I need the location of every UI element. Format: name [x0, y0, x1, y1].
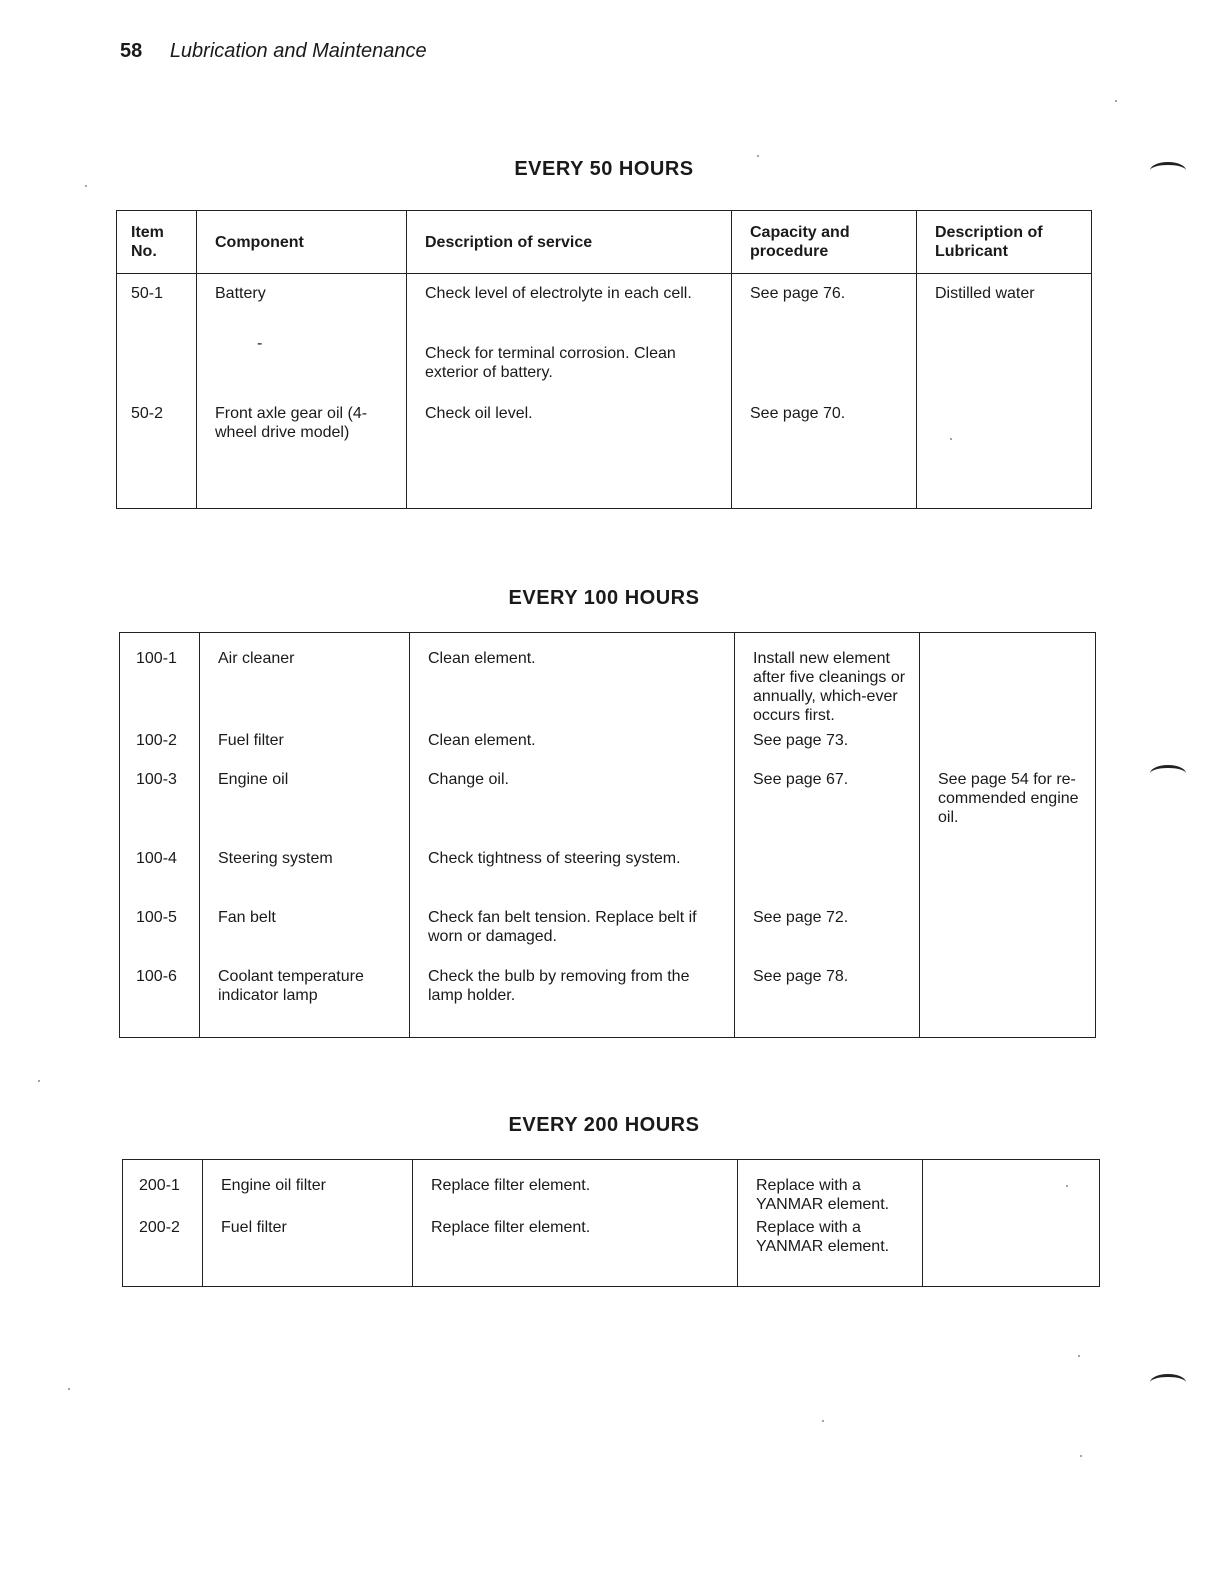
component-cell: - [197, 334, 407, 392]
capacity-cell: See page 67. [735, 770, 920, 849]
table-row [120, 731, 1096, 770]
component-cell: Battery [197, 274, 407, 334]
lubricant-cell [923, 1160, 1100, 1218]
description-cell: Check the bulb by removing from the lamp holder. [410, 967, 735, 1038]
item-number [117, 334, 197, 392]
capacity-cell [732, 334, 917, 392]
table-row [120, 967, 1096, 1038]
table-100-hours [119, 632, 1096, 1038]
item-number: 50-2 [117, 392, 197, 509]
item-number: 100-3 [120, 770, 200, 849]
lubricant-cell [917, 392, 1092, 509]
lubricant-cell [920, 633, 1096, 731]
lubricant-cell: See page 54 for re-commended engine oil. [920, 770, 1096, 849]
scan-speck [1066, 1185, 1068, 1187]
item-number: 200-1 [123, 1160, 203, 1218]
table-row [120, 908, 1096, 967]
header-lubricant: Description of Lubricant [917, 211, 1092, 274]
scan-speck [68, 1388, 70, 1390]
description-cell: Check fan belt tension. Replace belt if worn or damaged. [410, 908, 735, 967]
item-number: 50-1 [117, 274, 197, 334]
binder-ring-mark [1150, 1374, 1186, 1391]
table-row [120, 849, 1096, 908]
description-cell: Change oil. [410, 770, 735, 849]
table-row [120, 770, 1096, 849]
lubricant-cell [920, 731, 1096, 770]
scan-speck [757, 155, 759, 157]
capacity-cell: See page 78. [735, 967, 920, 1038]
component-cell: Steering system [200, 849, 410, 908]
capacity-cell: See page 70. [732, 392, 917, 509]
lubricant-cell: Distilled water [917, 274, 1092, 334]
component-cell: Fan belt [200, 908, 410, 967]
component-cell: Fuel filter [200, 731, 410, 770]
capacity-cell: Replace with a YANMAR element. [738, 1160, 923, 1218]
section-title-50-hours: EVERY 50 HOURS [514, 158, 694, 180]
capacity-cell: See page 76. [732, 274, 917, 334]
component-cell: Engine oil filter [203, 1160, 413, 1218]
component-cell: Front axle gear oil (4-wheel drive model) [197, 392, 407, 509]
capacity-cell [735, 849, 920, 908]
table-row [123, 1218, 1100, 1287]
component-cell: Air cleaner [200, 633, 410, 731]
header-component: Component [197, 211, 407, 274]
header-capacity: Capacity and procedure [732, 211, 917, 274]
table-row [117, 274, 1092, 334]
description-cell: Check tightness of steering system. [410, 849, 735, 908]
item-number: 100-1 [120, 633, 200, 731]
capacity-cell: Install new element after five cleanings or annually, which-ever occurs first. [735, 633, 920, 731]
header-item-no: Item No. [117, 211, 197, 274]
scan-speck [38, 1080, 40, 1082]
scan-speck [1078, 1355, 1080, 1357]
page-running-title: Lubrication and Maintenance [169, 40, 427, 62]
lubricant-cell [920, 849, 1096, 908]
lubricant-cell [920, 967, 1096, 1038]
table-50-hours [116, 210, 1092, 509]
component-cell: Fuel filter [203, 1218, 413, 1287]
section-title-200-hours: EVERY 200 HOURS [508, 1114, 700, 1136]
page-header [120, 40, 427, 63]
capacity-cell: Replace with a YANMAR element. [738, 1218, 923, 1287]
lubricant-cell [917, 334, 1092, 392]
description-cell: Check oil level. [407, 392, 732, 509]
capacity-cell: See page 73. [735, 731, 920, 770]
binder-ring-mark [1150, 765, 1186, 782]
scan-speck [85, 185, 87, 187]
section-title-100-hours: EVERY 100 HOURS [508, 587, 700, 609]
header-description: Description of service [407, 211, 732, 274]
description-cell: Check level of electrolyte in each cell. [407, 274, 732, 334]
description-cell: Replace filter element. [413, 1218, 738, 1287]
description-cell: Replace filter element. [413, 1160, 738, 1218]
scan-speck [950, 438, 952, 440]
scan-speck [822, 1420, 824, 1422]
scan-speck [1115, 100, 1117, 102]
table-200-hours [122, 1159, 1100, 1287]
table-row [123, 1160, 1100, 1218]
table-row [117, 392, 1092, 509]
description-cell: Check for terminal corrosion. Clean exterior of battery. [407, 334, 732, 392]
description-cell: Clean element. [410, 731, 735, 770]
item-number: 100-4 [120, 849, 200, 908]
capacity-cell: See page 72. [735, 908, 920, 967]
binder-ring-mark [1150, 162, 1186, 179]
item-number: 100-6 [120, 967, 200, 1038]
item-number: 200-2 [123, 1218, 203, 1287]
table-row [117, 334, 1092, 392]
page-number: 58 [120, 40, 143, 62]
item-number: 100-5 [120, 908, 200, 967]
description-cell: Clean element. [410, 633, 735, 731]
scan-speck [1080, 1455, 1082, 1457]
lubricant-cell [920, 908, 1096, 967]
table-header-row [117, 211, 1092, 274]
component-cell: Coolant temperature indicator lamp [200, 967, 410, 1038]
table-row [120, 633, 1096, 731]
lubricant-cell [923, 1218, 1100, 1287]
component-cell: Engine oil [200, 770, 410, 849]
item-number: 100-2 [120, 731, 200, 770]
